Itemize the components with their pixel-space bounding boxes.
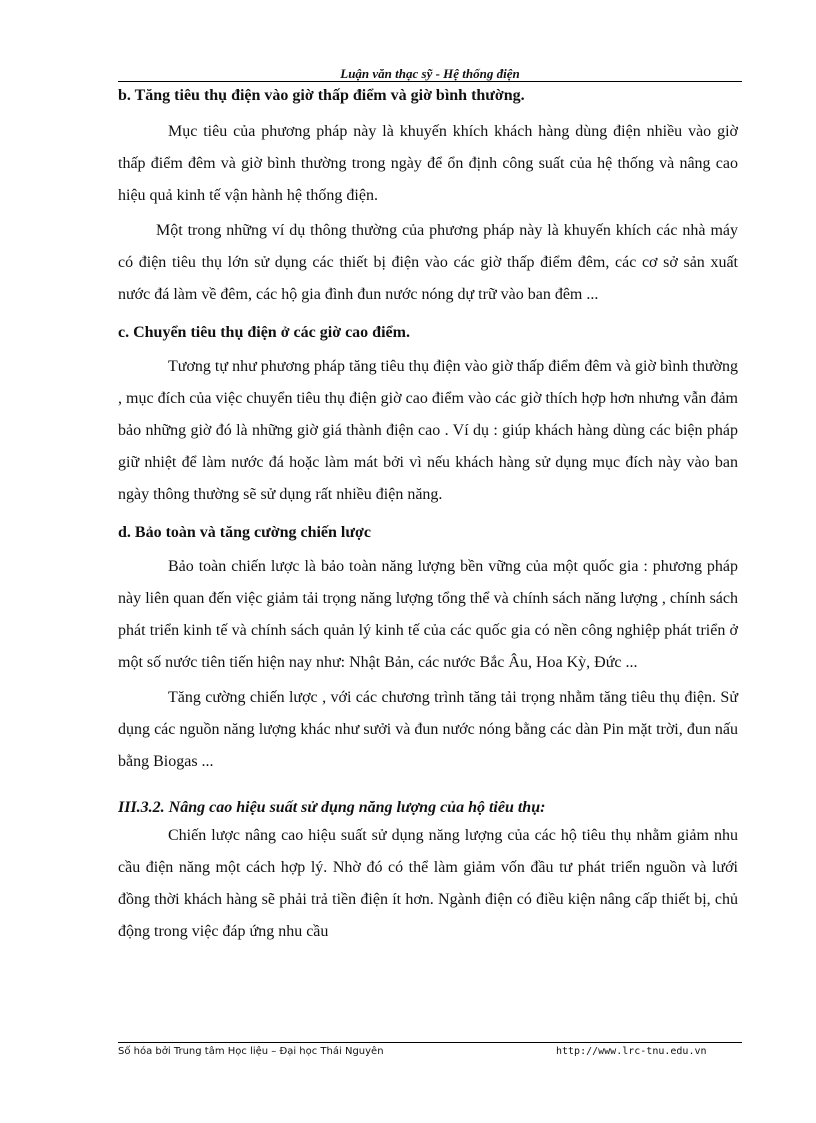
section-heading-d: d. Bảo toàn và tăng cường chiến lược xyxy=(118,524,371,541)
paragraph: Mục tiêu của phương pháp này là khuyến khích khách hàng dùng điện nhiều vào giờ thấp điểm đêm và giờ bình thường trong ngày để ổn định công suất của hệ thống và nâng cao hiệu quả kinh tế vận hành hệ thống điện. xyxy=(118,123,738,204)
footer-divider xyxy=(118,1042,742,1043)
header-divider xyxy=(118,81,742,82)
running-header: Luận văn thạc sỹ - Hệ thống điện xyxy=(340,66,520,81)
section-heading-iii-3-2: III.3.2. Nâng cao hiệu suất sử dụng năng lượng của hộ tiêu thụ: xyxy=(118,799,546,816)
paragraph: Chiến lược nâng cao hiệu suất sử dụng năng lượng của các hộ tiêu thụ nhằm giảm nhu cầu điện năng một cách hợp lý. Nhờ đó có thể làm giảm vốn đầu tư phát triển nguồn và lưới đồng thời khách hàng sẽ phải trả tiền điện ít hơn. Ngành điện có điều kiện nâng cấp thiết bị, chủ động trong việc đáp ứng nhu cầu xyxy=(118,827,738,940)
page-body xyxy=(118,84,738,948)
paragraph: Một trong những ví dụ thông thường của phương pháp này là khuyến khích các nhà máy có điện tiêu thụ lớn sử dụng các thiết bị điện vào các giờ thấp điểm đêm, các cơ sở sản xuất nước đá làm về đêm, các hộ gia đình đun nước nóng dự trữ vào ban đêm ... xyxy=(118,222,738,303)
section-heading-c: c. Chuyển tiêu thụ điện ở các giờ cao điểm. xyxy=(118,324,410,341)
paragraph: Tương tự như phương pháp tăng tiêu thụ điện vào giờ thấp điểm đêm và giờ bình thường , mục đích của việc chuyển tiêu thụ điện giờ cao điểm vào các giờ thích hợp hơn nhưng vẫn đảm bảo những giờ đó là những giờ giá thành điện cao . Ví dụ : giúp khách hàng dùng các biện pháp giữ nhiệt để làm nước đá hoặc làm mát bởi vì nếu khách hàng sử dụng mục đích này vào ban ngày thông thường sẽ sử dụng rất nhiều điện năng. xyxy=(118,358,738,503)
footer-source: Số hóa bởi Trung tâm Học liệu – Đại học Thái Nguyên xyxy=(118,1046,384,1057)
section-heading-b: b. Tăng tiêu thụ điện vào giờ thấp điểm và giờ bình thường. xyxy=(118,87,525,104)
footer-url: http://www.lrc-tnu.edu.vn xyxy=(556,1046,707,1057)
paragraph: Bảo toàn chiến lược là bảo toàn năng lượng bền vững của một quốc gia : phương pháp này liên quan đến việc giảm tải trọng năng lượng tổng thể và chính sách năng lượng , chính sách phát triển kinh tế và chính sách quản lý kinh tế của các quốc gia có nền công nghiệp phát triển ở một số nước tiên tiến hiện nay như: Nhật Bản, các nước Bắc Âu, Hoa Kỳ, Đức ... xyxy=(118,558,738,671)
paragraph: Tăng cường chiến lược , với các chương trình tăng tải trọng nhằm tăng tiêu thụ điện. Sử dụng các nguồn năng lượng khác như sưởi và đun nước nóng bằng các dàn Pin mặt trời, đun nấu bằng Biogas ... xyxy=(118,689,738,770)
